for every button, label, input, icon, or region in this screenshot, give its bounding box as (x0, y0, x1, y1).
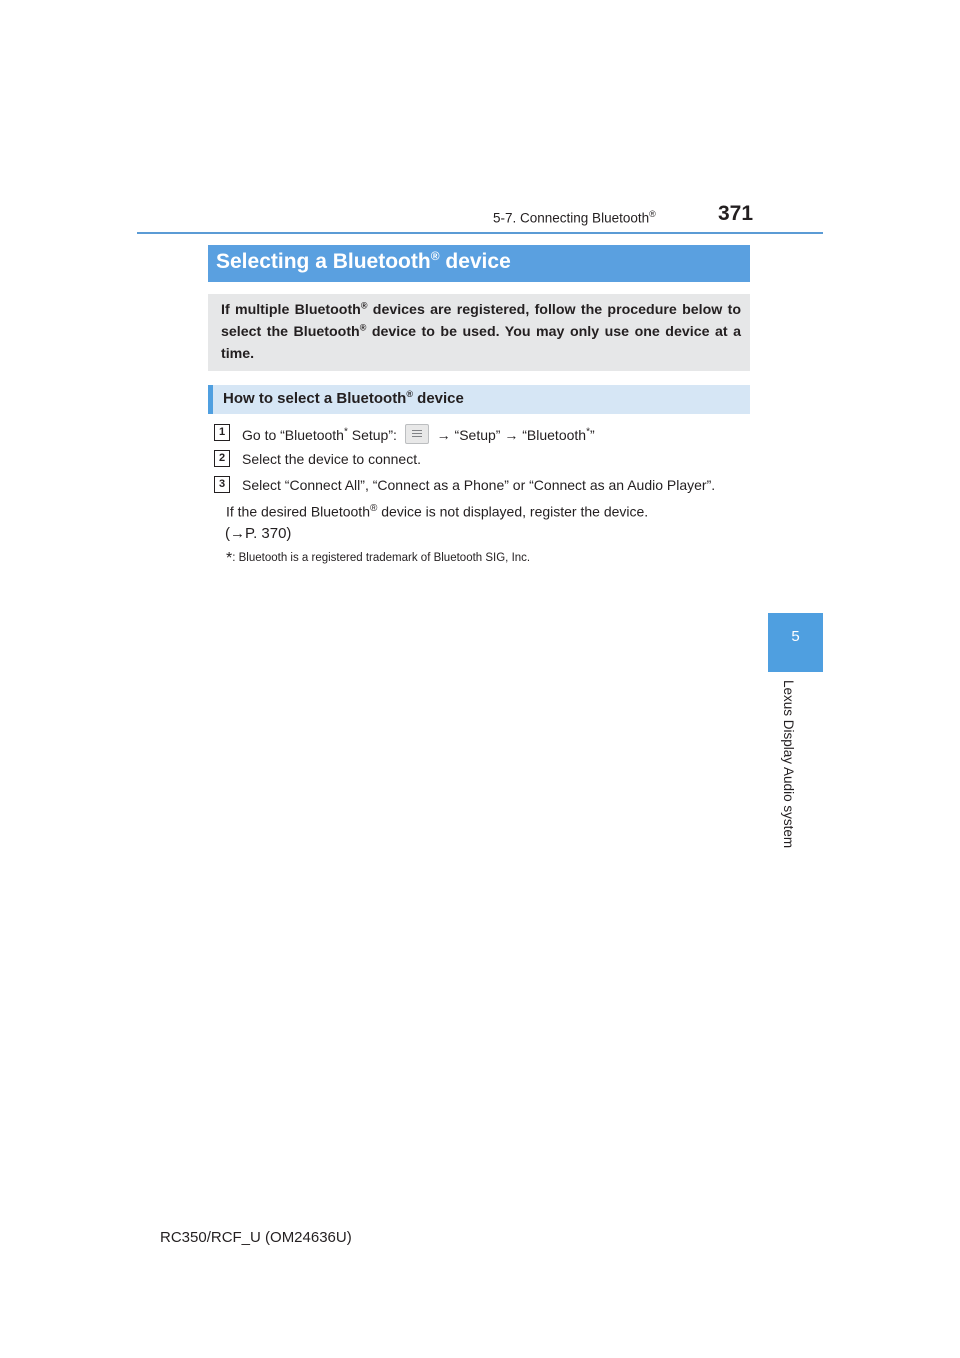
step-1-text: Go to “Bluetooth* Setup”: → “Setup” → “Bluetooth*” (242, 424, 595, 444)
header-rule (137, 232, 823, 234)
menu-icon (405, 424, 429, 444)
page-reference: (→P. 370) (225, 525, 292, 542)
model-code: RC350/RCF_U (OM24636U) (160, 1229, 352, 1246)
note-text: If the desired Bluetooth® device is not displayed, register the device. (226, 503, 649, 520)
chapter-number: 5 (791, 628, 800, 645)
footnote: *: Bluetooth is a registered trademark of Bluetooth SIG, Inc. (226, 550, 531, 567)
step-number-2: 2 (214, 450, 230, 467)
step-2-text: Select the device to connect. (242, 451, 421, 467)
section-title: Selecting a Bluetooth® device (216, 249, 511, 273)
chapter-label: Lexus Display Audio system (781, 680, 796, 849)
page-number: 371 (718, 202, 754, 225)
step-3-text: Select “Connect All”, “Connect as a Phone” or “Connect as an Audio Player”. (242, 477, 716, 493)
step-number-1: 1 (214, 424, 230, 441)
subheading-accent (208, 385, 213, 414)
section-header: 5-7. Connecting Bluetooth® (493, 209, 656, 226)
intro-text: If multiple Bluetooth® devices are registered, follow the procedure below to select the Bluetooth® device to be used. You may only use one device at a time. (221, 300, 741, 362)
step-number-3: 3 (214, 476, 230, 493)
subheading: How to select a Bluetooth® device (223, 389, 464, 407)
